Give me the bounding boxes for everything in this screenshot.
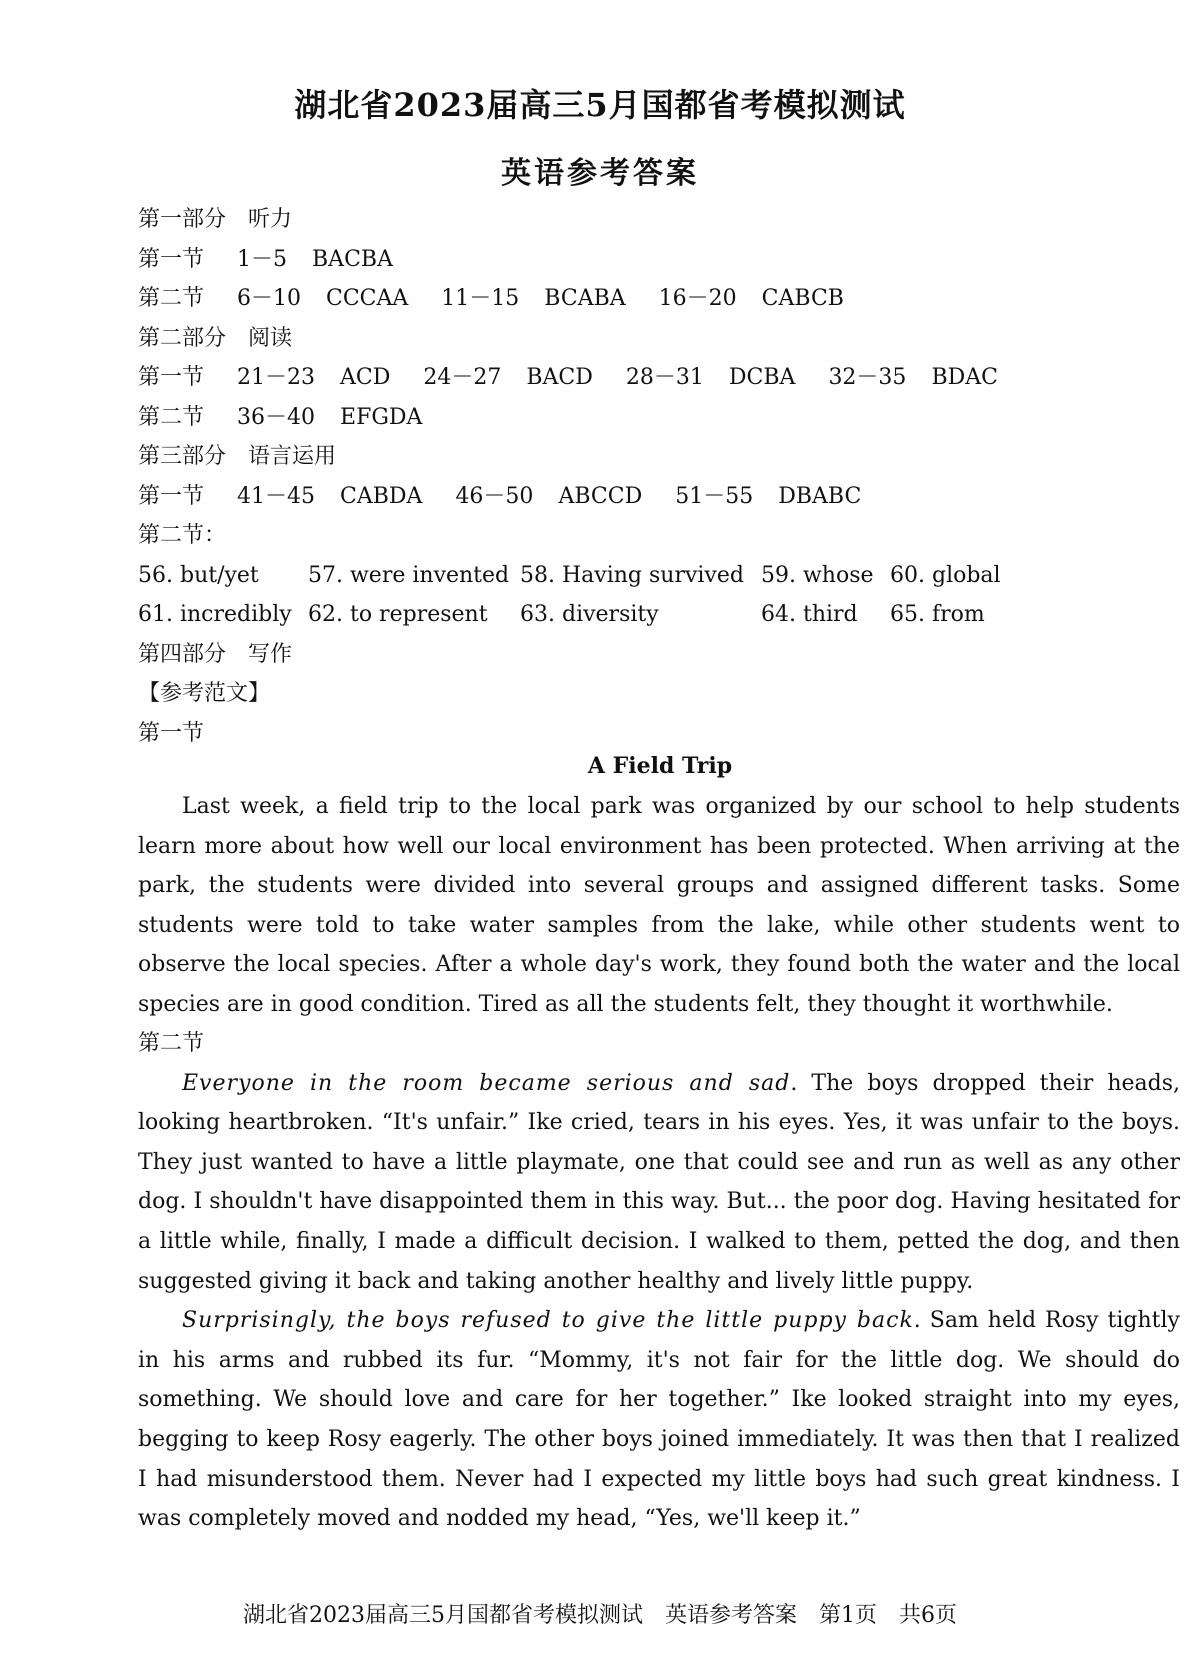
continuation-paragraph-2 (138, 1301, 1180, 1539)
fill-in-answer: 58. Having survived (520, 562, 744, 588)
fill-in-answer: 61. incredibly (138, 602, 292, 627)
answer-value: BDAC (931, 365, 998, 390)
part3-heading: 第三部分 语言运用 (138, 444, 337, 469)
fill-in-answer: 65. from (890, 602, 985, 627)
part4-section2-label: 第二节 (138, 1031, 205, 1056)
question-range: 36－40 (237, 404, 316, 430)
question-range: 1－5 (237, 246, 288, 272)
part4-section1-label: 第一节 (138, 720, 205, 746)
paragraph-body: . The boys dropped their heads, looking heartbroken. “It's unfair.” Ike cried, tears in his eyes. Yes, it was unfair to the boys. They just wanted to have a little playmate, one that could see and run as well as any other dog. I shouldn't have disappointed them in this way. But... the poor dog. Having hesitated for a little while, finally, I made a difficult decision. I walked to them, petted the dog, and then suggested giving it back and taking another healthy and lively little puppy. (138, 1070, 1180, 1294)
essay-section2 (138, 1024, 1180, 1539)
answer-value: ACD (340, 365, 391, 390)
answer-value: ABCCD (558, 483, 643, 509)
question-range: 46－50 (455, 483, 534, 509)
part4-heading: 第四部分 写作 (138, 641, 293, 667)
paragraph-lead: Surprisingly, the boys refused to give the little puppy back (182, 1308, 914, 1334)
fill-in-answer: 60. global (890, 562, 1001, 588)
question-range: 41－45 (237, 483, 316, 509)
answer-value: CABCB (761, 286, 844, 311)
answer-value: DBABC (778, 483, 862, 509)
answer-list (138, 200, 1138, 753)
essay-section1 (138, 787, 1180, 1025)
fill-in-answer: 59. whose (761, 562, 874, 588)
answer-value: BACBA (312, 246, 393, 272)
fill-in-row (138, 556, 1138, 596)
question-range: 6－10 (237, 286, 302, 311)
section-label: 第一节 (138, 365, 205, 390)
question-range: 21－23 (237, 365, 316, 390)
section-label: 第一节 (138, 483, 205, 509)
fill-in-row (138, 595, 1138, 635)
continuation-paragraph-1 (138, 1064, 1180, 1302)
fill-in-answer: 57. were invented (308, 562, 510, 588)
answer-value: BCABA (544, 286, 626, 311)
part2-section2-row (138, 398, 1138, 438)
answer-value: BACD (526, 365, 593, 390)
essay-paragraph: Last week, a field trip to the local park was organized by our school to help students learn more about how well our local environment has been protected. When arriving at the park, the students were divided into several groups and assigned different tasks. Some students were told to take water samples from the lake, while other students went to observe the local species. After a whole day's work, they found both the water and the local species are in good condition. Tired as all the students felt, they thought it worthwhile. (138, 794, 1180, 1017)
answer-value: CABDA (340, 483, 423, 509)
paragraph-lead: Everyone in the room became serious and sad (182, 1070, 791, 1096)
question-range: 32－35 (828, 365, 907, 390)
fill-in-answer: 56. but/yet (138, 562, 259, 588)
paragraph-body: . Sam held Rosy tightly in his arms and rubbed its fur. “Mommy, it's not fair for the little dog. We should do something. We should love and care for her together.” Ike looked straight into my eyes, begging to keep Rosy eagerly. The other boys joined immediately. It was then that I realized I had misunderstood them. Never had I expected my little boys had such great kindness. I was completely moved and nodded my head, “Yes, we'll keep it.” (138, 1308, 1180, 1532)
page-subtitle: 英语参考答案 (501, 156, 699, 191)
part3-section1-row (138, 477, 1138, 517)
fill-in-answer: 64. third (761, 602, 858, 627)
fill-in-answer: 63. diversity (520, 602, 659, 627)
question-range: 16－20 (658, 286, 737, 311)
essay-title: A Field Trip (587, 753, 733, 779)
answer-value: DCBA (728, 365, 796, 390)
section-label: 第一节 (138, 246, 205, 272)
section-label: 第二节 (138, 404, 205, 430)
part1-heading: 第一部分 听力 (138, 207, 293, 232)
page-title: 湖北省2023届高三5月国都省考模拟测试 (294, 86, 906, 124)
question-range: 24－27 (423, 365, 502, 390)
page-footer: 湖北省2023届高三5月国都省考模拟测试 英语参考答案 第1页 共6页 (243, 1603, 957, 1628)
part1-section1-row (138, 240, 1138, 280)
part2-section1-row (138, 358, 1138, 398)
part2-heading: 第二部分 阅读 (138, 325, 293, 351)
part1-section2-row (138, 279, 1138, 319)
part3-section2-label: 第二节： (138, 523, 227, 548)
answer-value: CCCAA (326, 286, 409, 311)
question-range: 51－55 (675, 483, 754, 509)
section-label: 第二节 (138, 286, 205, 311)
fill-in-answer: 62. to represent (308, 602, 488, 627)
question-range: 11－15 (441, 286, 520, 311)
model-essay-label: 【参考范文】 (138, 681, 271, 706)
question-range: 28－31 (625, 365, 704, 390)
answer-value: EFGDA (340, 404, 423, 430)
